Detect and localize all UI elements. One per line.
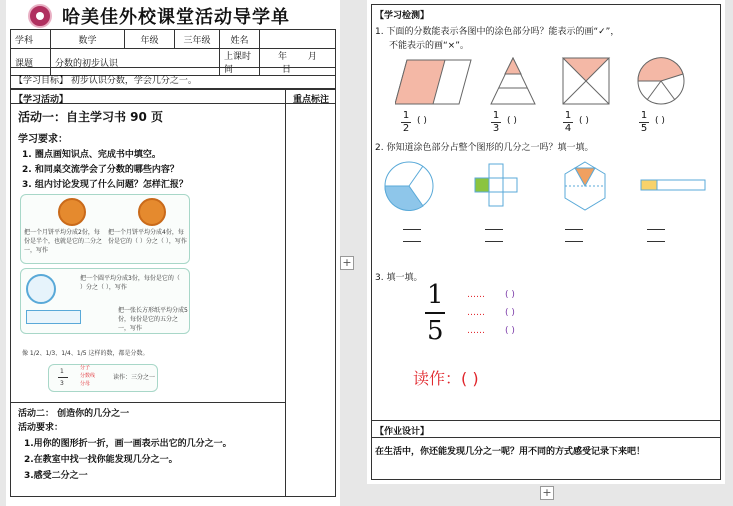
frac-4: 1 5 (640, 110, 648, 134)
fill-numerator[interactable]: ( ) (505, 290, 515, 300)
activities-heading: 【学习活动】 (14, 95, 69, 105)
answer-2[interactable]: ( ) (507, 116, 517, 126)
circle-text: 把一个圆平均分成3份，每份是它的（ ）分之（ ），写作 (80, 275, 180, 291)
activity-2-title: 活动二： 创造你的几分之一 (18, 409, 130, 419)
q2-blank-3[interactable] (565, 222, 583, 246)
q2-blank-4[interactable] (647, 222, 665, 246)
cake-text-2: 把一个月饼平均分成4份，每份是它的（ ）分之（ ），写作 (108, 229, 187, 245)
right-page: 【学习检测】 1. 下面的分数能表示各图中的涂色部分吗？能表示的画“✓”， 不能表示的画“×”。 1 2 ( ) 1 3 ( ) 1 4 ( ) 1 5 ( ) 2. 你知道涂色部分占整个图形的几分之一吗？填一填。 3. 填一填。 1 5 …… ( ) …… ( ) …… ( ) 读作：( ) 【作业设计】 在生活中，你还能发现几分之一呢？用不同的方式感受记录下来吧！ (367, 0, 725, 484)
frac-1: 1 2 (402, 110, 410, 134)
paper-strip-icon (26, 310, 81, 324)
page-title: 哈美佳外校课堂活动导学单 (62, 7, 290, 28)
question-3: 3. 填一填。 (375, 273, 423, 283)
question-2: 2. 你知道涂色部分占整个图形的几分之一吗？填一填。 (375, 143, 594, 153)
answer-3[interactable]: ( ) (579, 116, 589, 126)
learning-goal: 【学习目标】 初步认识分数，学会几分之一。 (14, 76, 197, 86)
topic-label: 课题 (11, 49, 51, 76)
cube-net (475, 164, 517, 206)
mooncake-quarter-icon (138, 198, 166, 226)
activity-2-item-2: 2.在教室中找一找你能发现几分之一。 (24, 455, 178, 465)
grade-label: 年级 (125, 30, 175, 49)
mooncake-icon (58, 198, 86, 226)
question-1-cont: 不能表示的画“×”。 (389, 41, 469, 51)
date-fields: 年 月 日 (260, 49, 336, 76)
answer-4[interactable]: ( ) (655, 116, 665, 126)
key-notes-heading: 重点标注 (293, 95, 330, 105)
big-fraction-den: 5 (427, 316, 444, 346)
grade-value: 三年级 (175, 30, 220, 49)
activity-2-req: 活动要求： (18, 423, 64, 433)
frac-2: 1 3 (492, 110, 500, 134)
question-1: 1. 下面的分数能表示各图中的涂色部分吗？能表示的画“✓”， (375, 27, 620, 37)
time-label: 上课时间 (220, 49, 260, 76)
fractions-line: 像 1/2、1/3、1/4、1/5 这样的数，都是分数。 (22, 350, 149, 357)
topic-value: 分数的初步认识 (51, 49, 220, 76)
textbook-excerpt: 把一个月饼平均分成2份，每份是半个，也就是它的二分之一，写作 把一个月饼平均分成4份，每份是它的（ ）分之（ ），写作 把一个圆平均分成3份，每份是它的（ ）分之（ ），写作 把一张长方形纸平均分成5份，每份是它的五分之一，写作 像 1/2、1/3、1/4、1/5 这样的数，都是分数。 1 3 分子 分数线 分母 读作：三分之一 (18, 192, 193, 397)
homework-heading: 【作业设计】 (375, 427, 430, 437)
check-heading: 【学习检测】 (375, 11, 430, 21)
frac-3: 1 4 (564, 110, 572, 134)
activity-2-item-1: 1.用你的图形折一折，画一画表示出它的几分之一。 (24, 439, 232, 449)
fill-line[interactable]: ( ) (505, 308, 515, 318)
fill-denominator[interactable]: ( ) (505, 326, 515, 336)
cake-text-1: 把一个月饼平均分成2份，每份是半个，也就是它的二分之一，写作 (24, 229, 103, 254)
activity-1-req: 学习要求： (18, 134, 68, 145)
subject-label: 学科 (11, 30, 51, 49)
triangle-shape (505, 58, 521, 74)
school-logo-icon (28, 4, 52, 28)
activity-2-item-3: 3.感受二分之一 (24, 471, 88, 481)
q2-shapes (383, 160, 723, 212)
circle-thirds-icon (26, 274, 56, 304)
big-fraction-num: 1 (427, 280, 444, 310)
add-page-button-left[interactable]: + (340, 256, 354, 270)
add-page-button-right[interactable]: + (540, 486, 554, 500)
left-page (6, 0, 340, 506)
homework-text: 在生活中，你还能发现几分之一呢？用不同的方式感受记录下来吧！ (375, 447, 646, 457)
activity-1-item-3: 3. 组内讨论发现了什么问题？怎样汇报？ (22, 180, 188, 190)
read-as[interactable]: 读作：( ) (413, 369, 479, 388)
q2-blank-1[interactable] (403, 222, 421, 246)
name-value[interactable] (260, 30, 336, 49)
activity-1-title: 活动一：自主学习书 90 页 (18, 110, 164, 124)
subject-value: 数学 (51, 30, 125, 49)
name-label: 姓名 (220, 30, 260, 49)
activity-1-item-1: 1. 圈点画知识点、完成书中填空。 (22, 150, 161, 160)
answer-1[interactable]: ( ) (417, 116, 427, 126)
q1-shapes (395, 56, 715, 108)
q2-blank-2[interactable] (485, 222, 503, 246)
activity-1-item-2: 2. 和同桌交流学会了分数的哪些内容？ (22, 165, 179, 175)
bar-text: 把一张长方形纸平均分成5份，每份是它的五分之一，写作 (118, 307, 188, 332)
